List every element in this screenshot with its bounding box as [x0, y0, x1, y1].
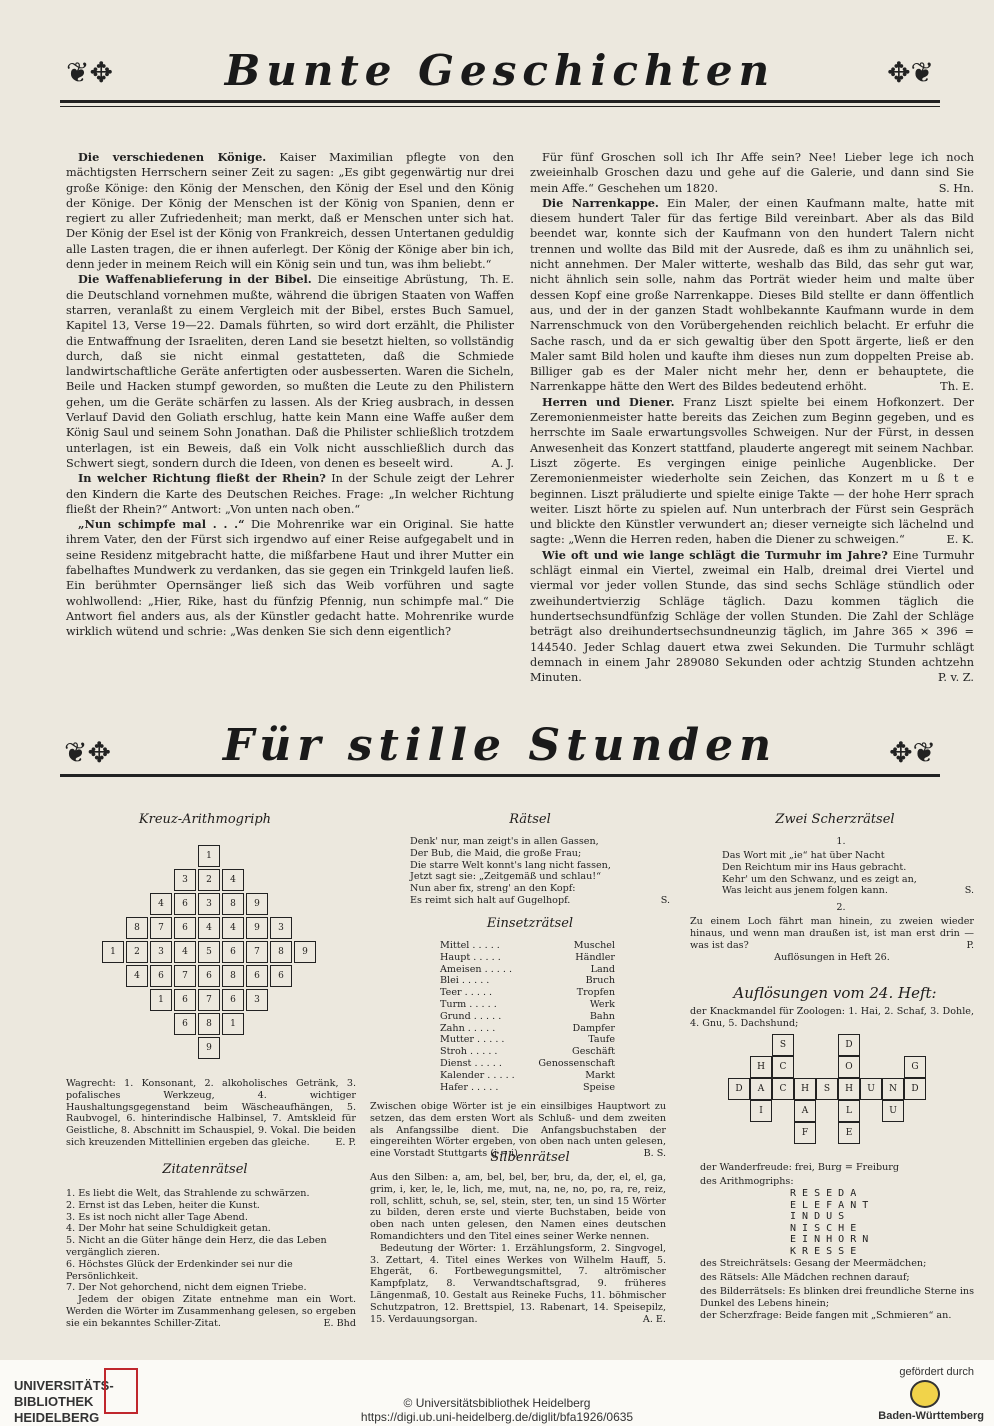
story-text: Ein Maler, der einen Kaufmann malte, hatte mit diesem hundert Taler für das fertige Bild vereinbart. Aber als das Bild beendet war, konnte sich der Kaufmann von den hundert Talern nicht trennen und wollte das Bild mit der Ausrede, daß es ihm zu unähnlich sei, nicht annehmen. Der Maler witterte, weshalb das Bild, das sehr gut war, nicht ähnlich sein solle, nahm das Porträt wieder heim und malte über dessen Kopf eine große Narrenkappe. Dieses Bild stellte er dann öffentlich aus, und der in der ganzen Stadt wohlbekannte Kaufmann wurde in dem Narrenschmuck von den Vorübergehenden reichlich belacht. Er erfuhr die Sache rasch, und da er sich gewaltig über den Spott ärgerte, ließ er den Maler samt Bild holen und kaufte ihm dieses nun zum doppelten Preise ab. Billiger gab es der Maler nicht mehr her, denn er behauptete, die Narrenkappe hätte den Wert des Bildes bedeutend erhöht. [530, 196, 974, 394]
right-column [530, 150, 974, 685]
grid-cell: 8 [222, 893, 244, 915]
list-item: 7. Der Not gehorchend, nicht dem eignen Triebe. [66, 1282, 307, 1294]
list-item: 5. Nicht an die Güter hänge dein Herz, die das Leben vergänglich zieren. [66, 1235, 327, 1258]
list-item: Hafer . . . . . Speise [440, 1081, 615, 1093]
story-signature: Th. E. [480, 273, 514, 287]
story-text: Kaiser Maximilian pflegte von den mächtigsten Herrschern seiner Zeit zu sagen: „Es gibt gegenwärtig nur drei große Könige: den König der Menschen, den König der Esel und den König der Könige. Der König der Menschen ist der König von Spanien, denn er regiert zu aller Zufriedenheit; man merkt, daß er Menschen unter sich hat. Der König der Esel ist der König von Frankreich, dessen Untertanen geduldig alle Lasten tragen, die er ihnen auferlegt. Der König der Könige aber bin ich, denn jeder in meinem Reich will ein König sein und tun, was ihm beliebt.“ [66, 151, 514, 272]
story-paragraph [66, 471, 514, 517]
list-item: Mittel . . . . . Muschel [440, 940, 615, 951]
grid-cell: H [838, 1078, 860, 1100]
grid-cell: U [882, 1100, 904, 1122]
copyright: © Universitätsbibliothek Heidelberg [403, 1396, 591, 1410]
banner-bunte-geschichten [60, 38, 940, 118]
aufl-streich: des Streichrätsels: Gesang der Meermädchen; [700, 1258, 927, 1269]
poem-line: Kehr' um den Schwanz, und es zeigt an, [722, 873, 917, 885]
grid-cell: D [838, 1034, 860, 1056]
list-item: Zahn . . . . . Dampfer [440, 1022, 615, 1034]
right-flourish-icon: ✥❦ [889, 736, 936, 769]
raetsel-poem [410, 836, 670, 907]
scherz-text-2: Zu einem Loch fährt man hinein, zu zweien wieder hinaus, und wenn man draußen ist, ist man erst drin — was ist das? P. [690, 916, 974, 951]
grid-cell: 6 [246, 965, 268, 987]
aufl-grid [720, 1034, 930, 1154]
zitaten-list [66, 1188, 356, 1330]
poem-line: Der Bub, die Maid, die große Frau; [410, 847, 582, 859]
grid-cell: 8 [270, 941, 292, 963]
poem-line: Die starre Welt konnt's lang nicht fassen, [410, 859, 611, 871]
silben-text: Aus den Silben: a, am, bel, bel, ber, bru, da, der, el, el, ga, grim, i, ker, le, le, lich, me, mut, na, ne, no, po, ra, re, reiz, roll, schlitt, schuh, se, sel, stein, ster, ten, un sind 15 Wörter zu bilden, deren erste und vierte Buchstaben, beide von oben nach unten gelesen, den Namen eines deutschen Romandichters und den Titel eines seiner Werke nennen. Bedeutung der Wörter: 1. Erzählungsform, 2. Singvogel, 3. Zettart, 4. Titel eines Werkes von Wilhelm Hauff, 5. Ehgerät, 6. Fortbewegungsmittel, 7. altrömischer Kampfplatz, 8. Verwandtschaftsgrad, 9. früheres Längenmaß, 10. Gestalt aus Reineke Fuchs, 11. böhmischer Schutzpatron, 12. Brettspiel, 13. Rabenart, 14. Speisepilz, 15. Verdauungsorgan. A. E. [370, 1172, 666, 1325]
grid-cell: A [750, 1078, 772, 1100]
grid-cell: 6 [174, 989, 196, 1011]
story-heading: Die verschiedenen Könige. [78, 150, 267, 164]
grid-cell: 1 [198, 845, 220, 867]
list-item: E I N H O R N [790, 1234, 869, 1245]
grid-cell: 6 [222, 989, 244, 1011]
bw-label: Baden-Württemberg [878, 1410, 984, 1422]
list-item: I N D U S [790, 1211, 845, 1222]
grid-cell: N [882, 1078, 904, 1100]
grid-cell: 2 [198, 869, 220, 891]
grid-cell: C [772, 1078, 794, 1100]
grid-cell: 3 [270, 917, 292, 939]
poem-line: Jetzt sagt sie: „Zeitgemäß und schlau!“ [410, 871, 602, 883]
grid-cell: 6 [150, 965, 172, 987]
grid-cell: 1 [102, 941, 124, 963]
einsetz-text: Zwischen obige Wörter ist je ein einsilbiges Hauptwort zu setzen, das dem ersten Wort als Schluß- und dem zweiten als Anfangssilbe dient. Die Anfangsbuchstaben der eingereihten Wörter ergeben, von oben nach unten gelesen, eine Vorstadt Stuttgarts (j = i). B. S. [370, 1101, 666, 1160]
grid-cell: 6 [222, 941, 244, 963]
zitaten-title: Zitatenrätsel [162, 1162, 248, 1177]
ub-heidelberg-label: UNIVERSITÄTS- BIBLIOTHEK HEIDELBERG [14, 1378, 114, 1425]
aufl-words [790, 1188, 910, 1257]
poem-line: Es reimt sich halt auf Gugelhopf. S. [410, 894, 670, 906]
story-heading: Die Waffenablieferung in der Bibel. [78, 272, 312, 287]
list-item: Dienst . . . . . Genossenschaft [440, 1057, 615, 1069]
einsetz-list [440, 940, 615, 1093]
grid-cell: 6 [174, 893, 196, 915]
grid-cell: H [750, 1056, 772, 1078]
grid-cell: 3 [246, 989, 268, 1011]
grid-cell: 8 [126, 917, 148, 939]
list-item: N I S C H E [790, 1222, 857, 1234]
aufl-arithmogriph: des Arithmogriphs: [700, 1176, 794, 1187]
grid-cell: 4 [198, 917, 220, 939]
grid-cell: 1 [150, 989, 172, 1011]
poem-line: Das Wort mit „ie“ hat über Nacht [722, 850, 885, 861]
kreuz-text: Wagrecht: 1. Konsonant, 2. alkoholisches Getränk, 3. pofalisches Werkzeug, 4. wichtiger Haushaltungsgegenstand beim Wäscheaufhängen, 5. Raubvogel, 6. hinterindische Halbinsel, 7. Amtskleid für Geistliche, 8. Abschnitt im Schauspiel, 9. Vokal. Die beiden sich kreuzenden Mittellinien ergeben das gleiche. E. P. [66, 1078, 356, 1148]
story-text: Eine Turmuhr schlägt einmal ein Viertel, zweimal ein Halb, dreimal drei Viertel und viermal vor jeder vollen Stunde, das sind sechs Schläge stündlich oder zweihundertvierzig Schläge täglich. Dazu kommen täglich die hundertsechsundfünfzig Schläge der vollen Stunden. Die Zahl der Schläge beträgt also dreihundertsechsundneunzig täglich, im Jahre 365 × 396 = 144540. Jeder Schlag dauert etwa zwei Sekunden. Die Turmuhr schlägt demnach in einem Jahr 289080 Sekunden oder achtzig Stunden achtzehn Minuten. [530, 548, 974, 685]
grid-cell: 2 [126, 941, 148, 963]
story-signature: S. Hn. [938, 181, 974, 195]
poem-line: Nun aber fix, streng' an den Kopf: [410, 883, 576, 895]
permalink[interactable]: https://digi.ub.uni-heidelberg.de/diglit/bfa1926/0635 [360, 1410, 634, 1424]
list-item: Turm . . . . . Werk [440, 998, 615, 1010]
list-item: Stroh . . . . . Geschäft [440, 1046, 615, 1058]
story-paragraph [530, 150, 974, 196]
grid-cell: 7 [198, 989, 220, 1011]
story-text: In der Schule zeigt der Lehrer den Kindern die Karte des Deutschen Reiches. Frage: „In welcher Richtung fließt der Rhein?“ Antwort: „Von unten nach oben.“ [66, 472, 514, 516]
grid-cell: 6 [174, 917, 196, 939]
list-item: Haupt . . . . . Händler [440, 951, 615, 963]
grid-cell: 9 [246, 917, 268, 939]
story-text: Franz Liszt spielte bei einem Hofkonzert. Der Zeremonienmeister hatte bereits das Zeichen zum Beginn gegeben, und es herrschte im Saale erwartungsvolles Schweigen. Nur der Fürst, in dessen Anwesenheit das Konzert stattfand, plauderte angeregt mit seinem Nachbar. Liszt zögerte. Es vergingen einige peinliche Augenblicke. Der Zeremonienmeister wiederholte sein Zeichen, das Konzert m u ß t e beginnen. Liszt präludierte und spielte einige Takte — der hohe Herr sprach weiter. Liszt hörte zu spielen auf. Nun unterbrach der Fürst sein Gespräch und blickte den Künstler verwundert an; dieser verneigte sich lächelnd und sagte: „Wenn die Herren reden, haben die Diener zu schweigen.“ [530, 395, 974, 547]
left-column [66, 150, 514, 640]
grid-cell: 7 [150, 917, 172, 939]
grid-cell: 7 [174, 965, 196, 987]
list-item: E L E F A N T [790, 1199, 869, 1211]
grid-cell: A [794, 1100, 816, 1122]
grid-cell: 4 [222, 917, 244, 939]
grid-cell: 3 [150, 941, 172, 963]
story-paragraph [530, 395, 974, 548]
grid-cell: S [816, 1078, 838, 1100]
grid-cell: 3 [174, 869, 196, 891]
story-signature: Th. E. [940, 380, 974, 394]
banner-fuer-stille-stunden [60, 716, 940, 796]
story-paragraph [530, 548, 974, 686]
grid-cell: D [904, 1078, 926, 1100]
scherz-poem [722, 850, 974, 897]
grid-cell: 6 [270, 965, 292, 987]
grid-cell: D [728, 1078, 750, 1100]
list-item: Blei . . . . . Bruch [440, 975, 615, 987]
grid-cell: O [838, 1056, 860, 1078]
story-heading: Die Narrenkappe. [542, 195, 659, 210]
story-paragraph [530, 196, 974, 395]
bw-seal-icon [910, 1380, 940, 1408]
list-item: Grund . . . . . Bahn [440, 1010, 615, 1022]
story-paragraph [66, 517, 514, 639]
story-text: Die Mohrenrike war ein Original. Sie hatte ihrem Vater, den der Fürst sich irgendwo auf einer Reise aufgegabelt und in seine Residenz mitgebracht hatte, die mißfarbene Haut und ihrer Mutter ein fabelhaftes Mundwerk zu verdanken, das sie gegen ein Trinkgeld laufen ließ. Ein berühmter Opernsänger ließ sich das Weib vorführen und sagte wohlwollend: „Hier, Rike, hast du fünfzig Pfennig, nun schimpfe mal.“ Die Antwort fiel anders aus, als der Künstler gedacht hatte. Mohrenrike wurde wirklich wütend und schrie: „Was denken Sie sich denn eigentlich? [66, 518, 514, 639]
poem-line: Was leicht aus jenem folgen kann. S. [722, 885, 974, 897]
funded-by: gefördert durch [899, 1366, 974, 1378]
list-item: 4. Der Mohr hat seine Schuldigkeit getan. [66, 1223, 271, 1235]
grid-cell: 8 [198, 1013, 220, 1035]
list-item: Teer . . . . . Tropfen [440, 987, 615, 999]
poem-line: Denk' nur, man zeigt's in allen Gassen, [410, 836, 599, 847]
kreuz-grid [95, 845, 325, 1070]
grid-cell: 6 [174, 1013, 196, 1035]
grid-cell: 9 [294, 941, 316, 963]
story-heading: Herren und Diener. [542, 394, 675, 409]
story-signature: A. J. [491, 456, 514, 470]
grid-cell: L [838, 1100, 860, 1122]
left-flourish-icon: ❦✥ [66, 56, 113, 89]
grid-cell: 8 [222, 965, 244, 987]
grid-cell: G [904, 1056, 926, 1078]
grid-cell: U [860, 1078, 882, 1100]
grid-cell: 5 [198, 941, 220, 963]
list-item: 1. Es liebt die Welt, das Strahlende zu schwärzen. [66, 1188, 310, 1199]
story-signature: P. v. Z. [938, 671, 974, 685]
grid-cell: E [838, 1122, 860, 1144]
raetsel-title: Rätsel [509, 812, 551, 827]
grid-cell: F [794, 1122, 816, 1144]
grid-cell: C [772, 1056, 794, 1078]
story-text: Für fünf Groschen soll ich Ihr Affe sein? Nee! Lieber lege ich noch zweieinhalb Groschen dazu und gehe auf die Galerie, und dann sind Sie mein Affe.“ Geschehen um 1820. [530, 151, 974, 195]
grid-cell: 9 [246, 893, 268, 915]
aufl-scherzfrage: der Scherzfrage: Beide fangen mit „Schmieren“ an. [700, 1310, 952, 1321]
list-item: Ameisen . . . . . Land [440, 963, 615, 975]
kreuz-title: Kreuz-Arithmogriph [138, 812, 272, 827]
list-item: 6. Höchstes Glück der Erdenkinder sei nur die Persönlichkeit. [66, 1258, 293, 1282]
grid-cell: 4 [126, 965, 148, 987]
zitaten-text: Jedem der obigen Zitate entnehme man ein Wort. Werden die Wörter im Zusammenhang gelesen, so ergeben sie ein bekanntes Schiller-Zitat. E. Bhd [66, 1294, 356, 1329]
grid-cell: H [794, 1078, 816, 1100]
silben-title: Silbenrätsel [490, 1150, 570, 1165]
grid-cell: I [750, 1100, 772, 1122]
aufl-raetsel: des Rätsels: Alle Mädchen rechnen darauf; [700, 1272, 910, 1283]
grid-cell: 9 [198, 1037, 220, 1059]
story-signature: E. K. [946, 533, 974, 547]
list-item: R E S E D A [790, 1188, 857, 1199]
einsetz-title: Einsetzrätsel [486, 916, 574, 931]
story-heading: „Nun schimpfe mal . . .“ [78, 517, 245, 532]
right-flourish-icon: ✥❦ [887, 56, 934, 89]
aufl-knackmandel: der Knackmandel für Zoologen: 1. Hai, 2. Schaf, 3. Dohle, 4. Gnu, 5. Dachshund; [690, 1006, 974, 1029]
grid-cell: 1 [222, 1013, 244, 1035]
grid-cell: 7 [246, 941, 268, 963]
story-heading: Wie oft und wie lange schlägt die Turmuhr im Jahre? [542, 547, 888, 562]
aufl-title: Auflösungen vom 24. Heft: [733, 984, 937, 1002]
poem-line: Den Reichtum mir ins Haus gebracht. [722, 861, 907, 873]
scherz-num-2: 2. [836, 902, 846, 913]
banner-title: Für stille Stunden [222, 720, 778, 771]
list-item: K R E S S E [790, 1245, 857, 1257]
grid-cell: 3 [198, 893, 220, 915]
story-text: Die einseitige Abrüstung, die Deutschland vornehmen mußte, während die übrigen Staaten von Waffen starren, veranlaßt zu einem Vergleich mit der Bibel, erstes Buch Samuel, Kapitel 13, Verse 19—22. Damals führten, so wird dort erzählt, die Philister die Entwaffnung der Israeliten, deren Land sie besetzt hielten, so vollständig durch, daß sie nicht einmal gestatteten, daß die Schmiede landwirtschaftliche Geräte anfertigten oder ausbesserten. Waren die Sicheln, Beile und Hacken stumpf geworden, so mußten die Leute zu den Philistern gehen, um die Geräte schärfen zu lassen. Als der Krieg ausbrach, in dessen Verlauf David den Goliath erschlug, hatte kein Mann eine Waffe außer dem König Saul und seinem Sohn Jonathan. Daß die Philister schließlich trotzdem unterlagen, ist ein Beweis, daß ein Volk nicht ausschließlich durch das Schwert siegt, sondern durch die Ideen, von denen es beseelt wird. [66, 273, 514, 470]
list-item: Kalender . . . . . Markt [440, 1069, 615, 1081]
grid-cell: S [772, 1034, 794, 1056]
grid-cell: 6 [198, 965, 220, 987]
aufl-bilder: des Bilderrätsels: Es blinken drei freundliche Sterne ins Dunkel des Lebens hinein; [700, 1286, 974, 1309]
scherz-title: Zwei Scherzrätsel [775, 812, 895, 827]
banner-title: Bunte Geschichten [224, 46, 776, 95]
grid-cell: 4 [150, 893, 172, 915]
scherz-num-1: 1. [836, 836, 846, 847]
left-flourish-icon: ❦✥ [64, 736, 111, 769]
aufl-wanderfreude: der Wanderfreude: frei, Burg = Freiburg [700, 1162, 899, 1173]
list-item: 2. Ernst ist das Leben, heiter die Kunst. [66, 1199, 260, 1211]
grid-cell: 4 [174, 941, 196, 963]
story-paragraph [66, 272, 514, 471]
grid-cell: 4 [222, 869, 244, 891]
list-item: Mutter . . . . . Taufe [440, 1034, 615, 1046]
scherz-note: Auflösungen in Heft 26. [774, 952, 890, 963]
story-heading: In welcher Richtung fließt der Rhein? [78, 471, 326, 486]
list-item: 3. Es ist noch nicht aller Tage Abend. [66, 1211, 248, 1223]
